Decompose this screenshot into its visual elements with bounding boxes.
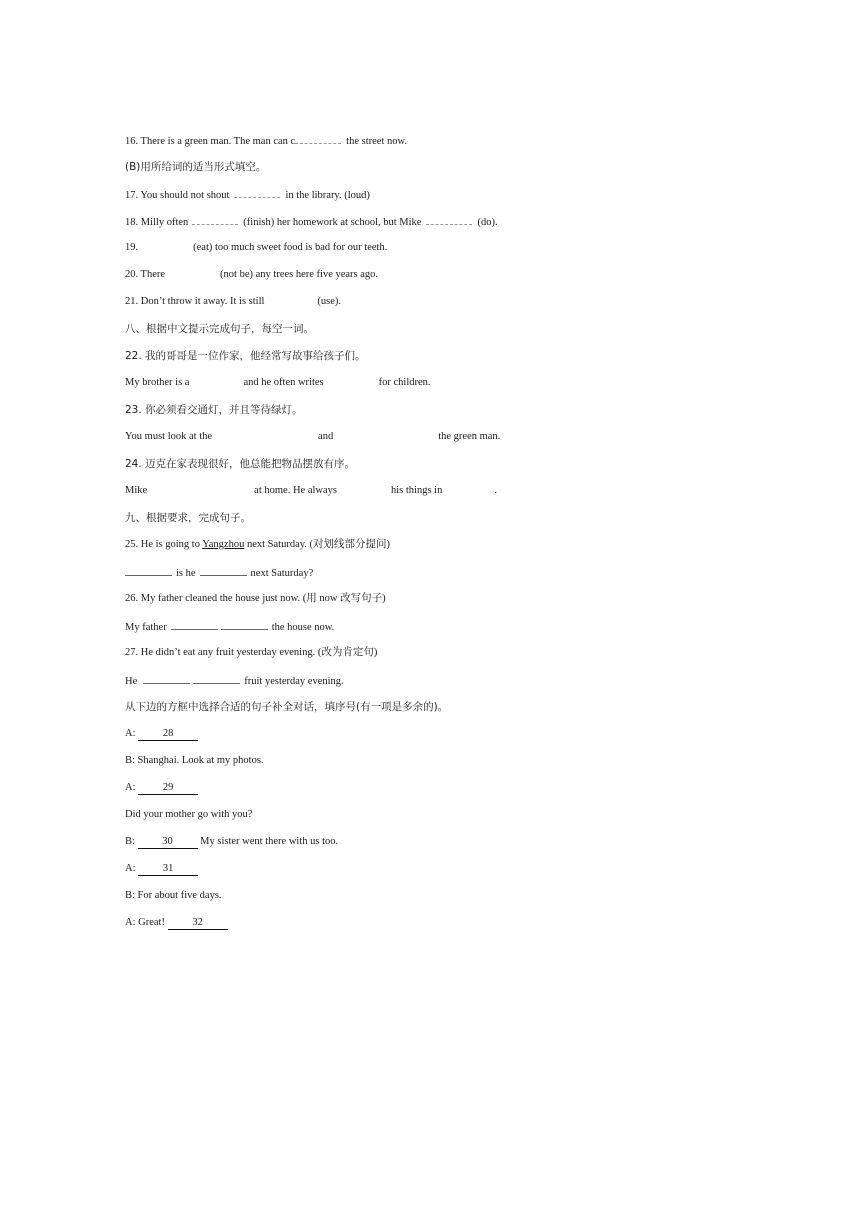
dlg-blank-29[interactable]: 29 (138, 782, 198, 795)
question-17 (125, 187, 370, 201)
dialogue-line-6 (125, 862, 198, 876)
q26-answer-line (125, 619, 334, 633)
q25-mid: is he (176, 568, 196, 579)
q24-english (125, 484, 497, 498)
q20-post: (not be) any trees here five years ago. (220, 269, 379, 280)
q18-text: 18. Milly often (125, 217, 189, 228)
q25-answer-line (125, 565, 313, 579)
q24-d: . (494, 485, 497, 496)
q23-a: You must look at the (125, 431, 213, 442)
section-b-heading: (B)用所给词的适当形式填空。 (125, 161, 267, 173)
q18-mid: (finish) her homework at school, but Mike (243, 217, 422, 228)
q25-blank-1[interactable] (125, 565, 172, 576)
q24-c: his things in (390, 485, 443, 496)
q16-post: the street now. (346, 136, 408, 147)
q19-num: 19. (125, 242, 139, 253)
dialogue-line-3 (125, 781, 198, 795)
q27-ans-post: fruit yesterday evening. (244, 676, 344, 687)
question-20 (125, 268, 378, 282)
question-27: 27. He didn’t eat any fruit yesterday evening. (改为肯定句) (125, 647, 378, 658)
q25-underlined: Yangzhou (202, 539, 245, 550)
q22-chinese: 22. 我的哥哥是一位作家，他经常写故事给孩子们。 (125, 350, 366, 362)
dlg-5-post: My sister went there with us too. (200, 836, 339, 847)
dialogue-line-5 (125, 835, 338, 849)
q25-pre: 25. He is going to (125, 539, 200, 550)
question-18 (125, 214, 498, 228)
section-9-heading: 九、根据要求，完成句子。 (125, 512, 251, 524)
q16-text: 16. There is a green man. The man can c (125, 136, 296, 147)
question-25 (125, 538, 390, 552)
dialogue-line-7: B: For about five days. (125, 890, 222, 901)
q23-b: and (318, 431, 334, 442)
q26-ans-post: the house now. (271, 622, 335, 633)
dialogue-line-4: Did your mother go with you? (125, 809, 253, 820)
dialogue-heading: 从下边的方框中选择合适的句子补全对话，填序号(有一项是多余的)。 (125, 701, 449, 713)
dlg-6-speaker: A: (125, 863, 136, 874)
q17-blank[interactable] (234, 187, 280, 198)
q20-text: 20. There (125, 269, 166, 280)
q27-blank-2[interactable] (193, 673, 240, 684)
dlg-blank-28[interactable]: 28 (138, 728, 198, 741)
dlg-blank-30[interactable]: 30 (138, 836, 198, 849)
q25-ans-post: next Saturday? (250, 568, 314, 579)
question-19 (125, 241, 387, 255)
q21-text: 21. Don’t throw it away. It is still (125, 296, 265, 307)
dialogue-line-2: B: Shanghai. Look at my photos. (125, 755, 264, 766)
q22-a: My brother is a (125, 377, 190, 388)
q18-post: (do). (477, 217, 498, 228)
q26-ans-pre: My father (125, 622, 167, 633)
q27-ans-pre: He (125, 676, 138, 687)
q23-english (125, 430, 500, 444)
q24-b: at home. He always (254, 485, 337, 496)
q17-post: in the library. (loud) (285, 190, 370, 201)
q24-a: Mike (125, 485, 148, 496)
q26-blank-2[interactable] (221, 619, 268, 630)
dlg-8-speaker: A: Great! (125, 917, 165, 928)
dlg-5-speaker: B: (125, 836, 135, 847)
q25-post: next Saturday. (对划线部分提问) (246, 539, 391, 550)
q18-blank-1[interactable] (192, 214, 238, 225)
dialogue-line-1 (125, 727, 198, 741)
dialogue-line-8 (125, 916, 228, 930)
q16-blank[interactable] (295, 133, 341, 144)
q25-blank-2[interactable] (200, 565, 247, 576)
question-16 (125, 133, 407, 147)
question-21 (125, 295, 341, 309)
q22-b: and he often writes (243, 377, 324, 388)
q19-post: (eat) too much sweet food is bad for our teeth. (193, 242, 388, 253)
q26-blank-1[interactable] (171, 619, 218, 630)
q23-chinese: 23. 你必须看交通灯，并且等待绿灯。 (125, 404, 303, 416)
q24-chinese: 24. 迈克在家表现很好，他总能把物品摆放有序。 (125, 458, 356, 470)
q18-blank-2[interactable] (426, 214, 472, 225)
q22-c: for children. (378, 377, 431, 388)
dlg-3-speaker: A: (125, 782, 136, 793)
dlg-blank-32[interactable]: 32 (168, 917, 228, 930)
question-26: 26. My father cleaned the house just now. (用 now 改写句子) (125, 593, 386, 604)
q22-english (125, 376, 431, 390)
q17-text: 17. You should not shout (125, 190, 230, 201)
q27-blank-1[interactable] (143, 673, 190, 684)
dlg-1-speaker: A: (125, 728, 136, 739)
dlg-blank-31[interactable]: 31 (138, 863, 198, 876)
q27-answer-line (125, 673, 344, 687)
section-8-heading: 八、根据中文提示完成句子，每空一词。 (125, 323, 314, 335)
q23-c: the green man. (438, 431, 501, 442)
q21-post: (use). (317, 296, 342, 307)
